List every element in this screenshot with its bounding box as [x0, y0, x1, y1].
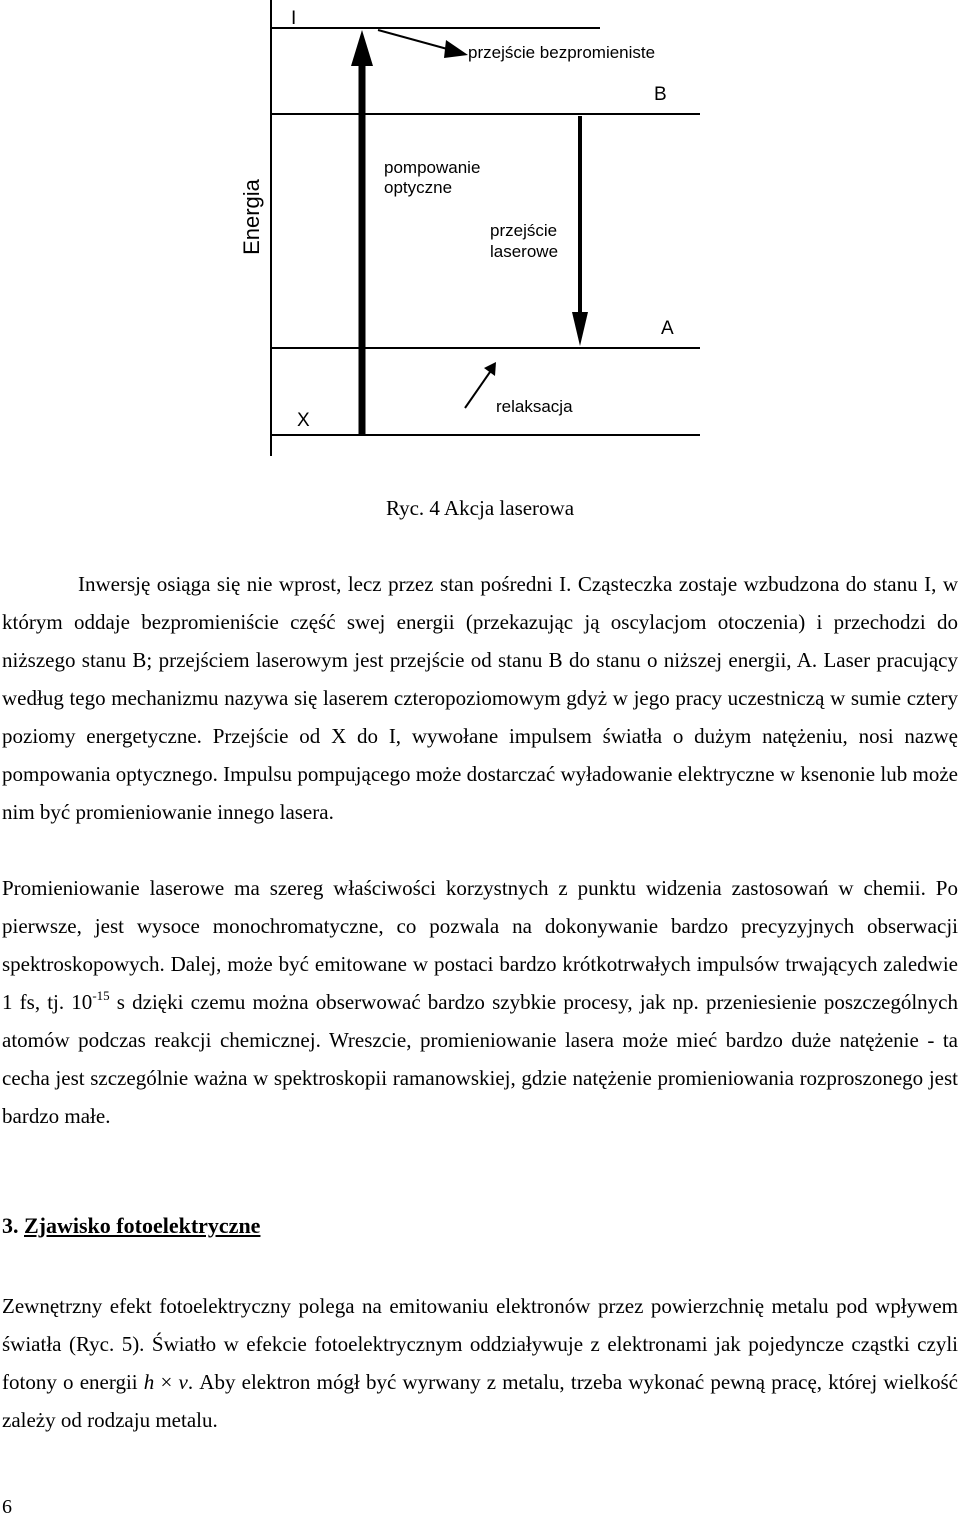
paragraph-1-text: Inwersję osiąga się nie wprost, lecz przez stan pośredni I. Cząsteczka zostaje wzbudzona do stanu I, w którym oddaje bezpromieniście część swej energii (przekazując ją oscylacjom otoczenia) i przechodzi do niższego stanu B; przejściem laserowym jest przejście od stanu B do stanu o niższej energii, A. Laser pracujący według tego mechanizmu nazywa się laserem czteropoziomowym gdyż w jego pracy uczestniczą w sumie cztery poziomy energetyczne. Przejście od X do I, wywołane impulsem światła o dużym natężeniu, nosi nazwę pompowania optycznego. Impulsu pompującego może dostarczać wyładowanie elektryczne w ksenonie lub może nim być promieniowanie innego lasera.: [2, 572, 958, 824]
paragraph-3-text-b: . Aby elektron mógł być wyrwany z metalu, trzeba wykonać pewną pracę, której wielkość zależy od rodzaju metalu.: [2, 1370, 959, 1432]
times-symbol: ×: [154, 1370, 179, 1394]
laser-label-line1: przejście: [490, 221, 558, 240]
planck-symbol: h: [143, 1370, 155, 1394]
paragraph-2-text-b: s dzięki czemu można obserwować bardzo szybkie procesy, jak np. przeniesienie poszczególnych atomów podczas reakcji chemicznej. Wreszcie, promieniowanie lasera może mieć bardzo duże natężenie - ta cecha jest szczególnie ważna w spektroskopii ramanowskiej, gdzie natężenie promieniowania rozproszonego jest bardzo małe.: [2, 990, 958, 1128]
exponent: -15: [92, 988, 110, 1003]
page-number: 6: [2, 1496, 12, 1518]
energy-level-diagram: [0, 0, 960, 470]
pumping-label-line1: pompowanie: [384, 158, 481, 177]
section-number: 3.: [2, 1213, 24, 1238]
section-title: Zjawisko fotoelektryczne: [24, 1213, 261, 1238]
laser-label-line2: laserowe: [490, 242, 559, 261]
relaxation-label: relaksacja: [496, 397, 573, 416]
paragraph-2: [2, 869, 958, 1135]
nu-symbol: ν: [178, 1370, 188, 1394]
diagram-lines: [0, 0, 960, 470]
nonradiative-arrowhead: [444, 40, 468, 58]
level-i-label: I: [291, 8, 297, 29]
relaxation-arrowhead: [484, 362, 496, 376]
paragraph-3-text-a: Zewnętrzny efekt fotoelektryczny polega na emitowaniu elektronów przez powierzchnię metalu pod wpływem światła (Ryc. 5). Światło w efekcie fotoelektrycznym oddziaływuje z elektronami jak pojedyncze cząstki czyli fotony o energii: [2, 1294, 958, 1394]
nonradiative-arrow: [378, 30, 451, 50]
level-x-label: X: [297, 410, 310, 431]
energy-axis-label: Energia: [239, 179, 264, 255]
pumping-label-line2: optyczne: [384, 178, 453, 197]
paragraph-2-text-a: Promieniowanie laserowe ma szereg właściwości korzystnych z punktu widzenia zastosowań w chemii. Po pierwsze, jest wysoce monochromatyczne, co pozwala na dokonywanie bardzo precyzyjnych obserwacji spektroskopowych. Dalej, może być emitowane w postaci bardzo krótkotrwałych impulsów trwających zaledwie 1 fs, tj. 10: [2, 876, 958, 1014]
figure-caption: Ryc. 4 Akcja laserowa: [385, 496, 575, 520]
level-b-label: B: [654, 84, 667, 105]
laser-arrowhead: [572, 312, 588, 346]
paragraph-1: [2, 565, 958, 831]
level-a-label: A: [661, 318, 674, 339]
paragraph-3: [2, 1287, 958, 1439]
nonradiative-label: przejście bezpromieniste: [468, 43, 656, 62]
section-heading: [2, 1213, 260, 1239]
relaxation-arrow: [465, 372, 490, 408]
pumping-arrowhead: [351, 30, 373, 66]
